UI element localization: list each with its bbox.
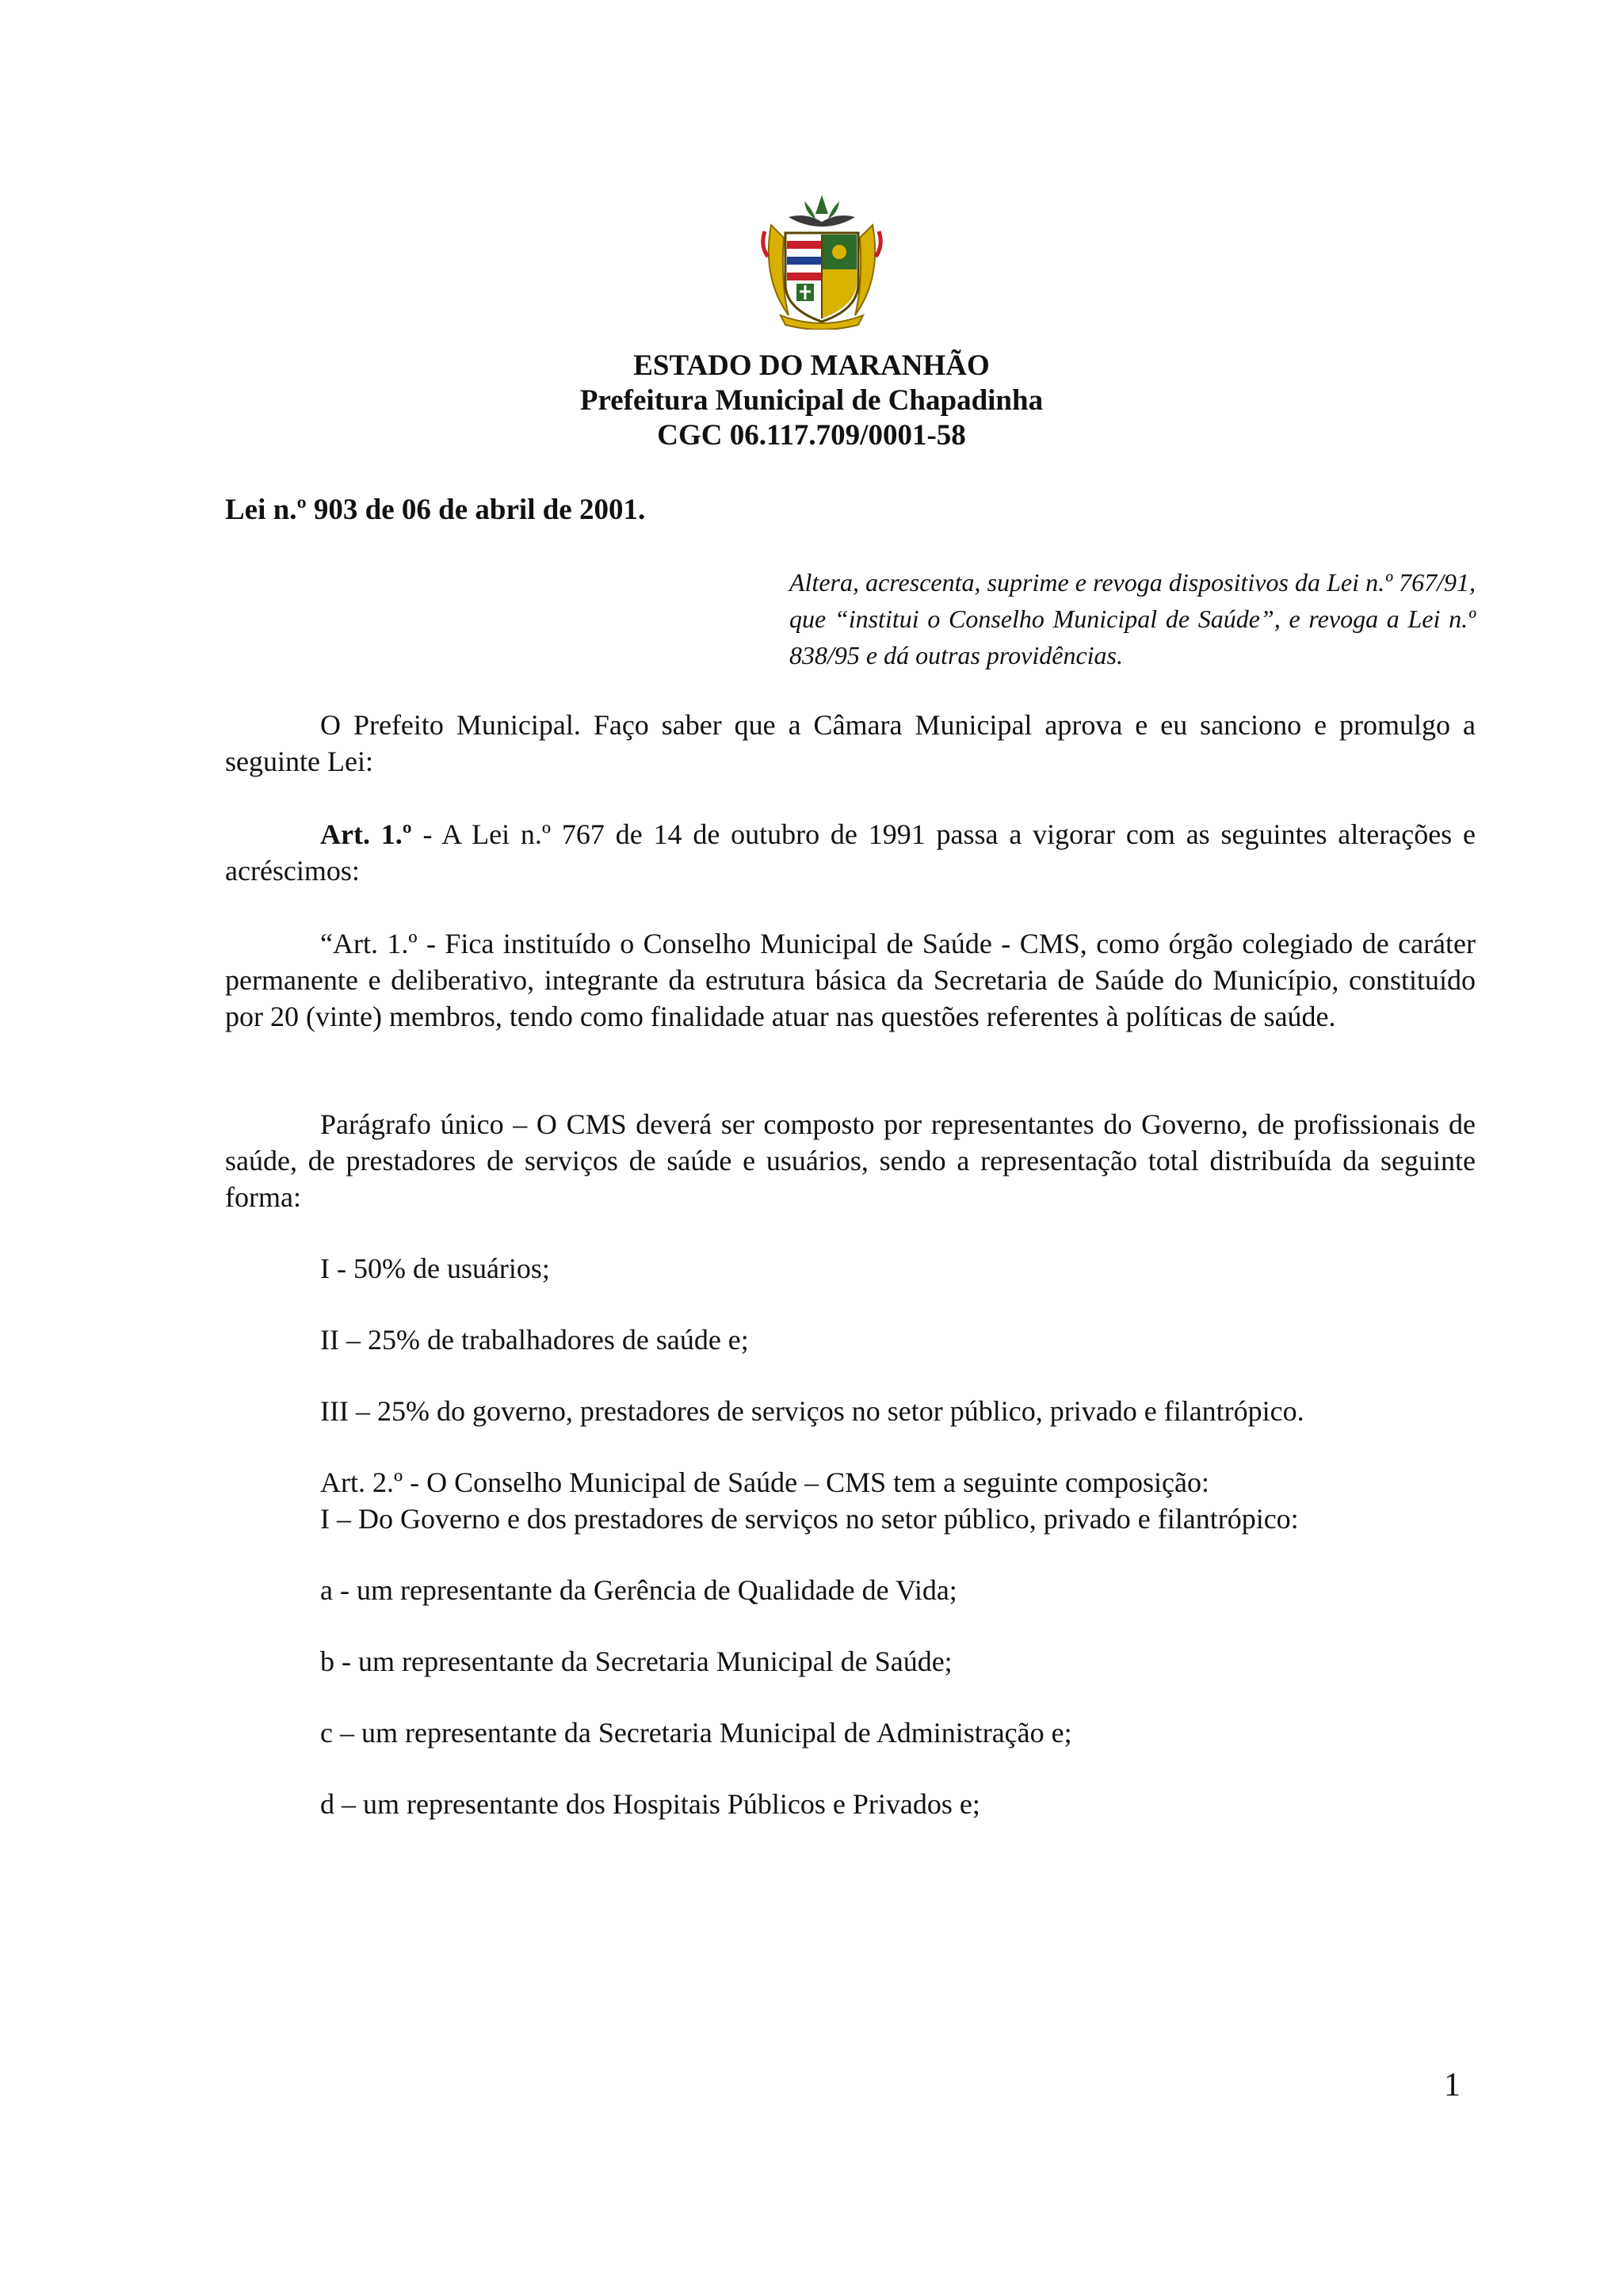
list-item-iii: III – 25% do governo, prestadores de serviços no setor público, privado e filantrópico. (320, 1395, 1304, 1427)
list-item-i: I - 50% de usuários; (320, 1253, 550, 1284)
list-item-d: d – um representante dos Hospitais Públicos e Privados e; (320, 1788, 980, 1820)
article-1-text: - A Lei n.º 767 de 14 de outubro de 1991 passa a vigorar com as seguintes alterações e acréscimos: (225, 818, 1476, 887)
list-item-b: b - um representante da Secretaria Municipal de Saúde; (320, 1646, 953, 1677)
list-item-ii: II – 25% de trabalhadores de saúde e; (320, 1324, 749, 1356)
header-cgc: CGC 06.117.709/0001-58 (657, 419, 966, 452)
paragrafo-unico-paragraph (225, 1106, 1476, 1215)
article-1-label: Art. 1.º (320, 818, 412, 850)
coat-of-arms-icon (757, 190, 887, 330)
article-2-text: Art. 2.º - O Conselho Municipal de Saúde – CMS tem a seguinte composição: (320, 1466, 1209, 1498)
law-title: Lei n.º 903 de 06 de abril de 2001. (225, 494, 646, 526)
page-number: 1 (1444, 2067, 1461, 2103)
paragrafo-unico-text: Parágrafo único – O CMS deverá ser composto por representantes do Governo, de profissionais de saúde, de prestadores de serviços de saúde e usuários, sendo a representação total distribuída da seguinte forma: (225, 1108, 1476, 1213)
preamble-paragraph (225, 707, 1476, 780)
article-1-new-paragraph (225, 925, 1476, 1035)
article-1-new-text: “Art. 1.º - Fica instituído o Conselho Municipal de Saúde - CMS, como órgão colegiado de caráter permanente e deliberativo, integrante da estrutura básica da Secretaria de Saúde do Município, constituído por 20 (vinte) membros, tendo como finalidade atuar nas questões referentes à políticas de saúde. (225, 928, 1476, 1032)
article-1-paragraph (225, 816, 1476, 889)
article-1-container (225, 816, 1476, 889)
preamble-text: O Prefeito Municipal. Faço saber que a Câmara Municipal aprova e eu sanciono e promulgo a seguinte Lei: (225, 709, 1476, 777)
header-prefecture: Prefeitura Municipal de Chapadinha (579, 384, 1044, 417)
law-summary: Altera, acrescenta, suprime e revoga dispositivos da Lei n.º 767/91, que “institui o Conselho Municipal de Saúde”, e revoga a Lei n.º 838/95 e dá outras providências. (789, 568, 1476, 669)
list-item-a: a - um representante da Gerência de Qualidade de Vida; (320, 1574, 957, 1606)
list-item-c: c – um representante da Secretaria Municipal de Administração e; (320, 1717, 1072, 1749)
document-header (0, 349, 1623, 453)
header-state: ESTADO DO MARANHÃO (633, 349, 990, 382)
article-2-item-i: I – Do Governo e dos prestadores de serviços no setor público, privado e filantrópico: (320, 1503, 1299, 1535)
